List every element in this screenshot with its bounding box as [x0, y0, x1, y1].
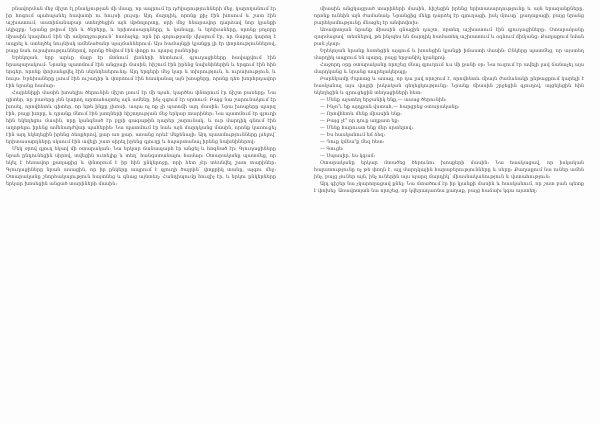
dialogue-line: — Մենք հարուստ ենք մեր սրտերով։ [320, 125, 414, 131]
dialogue-line: — Մենք այստեղ երջանիկ ենք,— ասաց ծերունին։ [320, 97, 447, 103]
paragraph: Հայրենիքի մասին խոսելիս ծերունին միշտ լռում էր մի պահ, կարծես փնտրում էր ճիշտ բառերը։ Նա գիտեր, որ բառերը չեն կարող արտահայտել այն ամենը, ինչ զգում էր սրտում։ Բայց նա շարունակում էր խոսել, որովհետև գիտեր, որ եթե ինքը չխոսի, ապա ոչ ոք չի պատմի այդ մասին։ Նրա խոսքերը պարզ էին, բայց խորը, և դրանք մնում էին լսողների հիշողության մեջ երկար տարիներ։ Նա պատմում էր գյուղի հին եկեղեցու մասին, որը կանգնած էր բլրի գագաթին դարեր շարունակ, և ուր մարդիկ գնում էին աղոթելու իրենց ամենադժվար պահերին։ Նա պատմում էր նաև այն մարդկանց մասին, որոնք կառուցել էին այդ եկեղեցին իրենց ձեռքերով, քար առ քար, առանց որևէ մեքենայի։ Այդ պատմությունները լսելով՝ երիտասարդները սկսում էին ավելի շատ սիրել իրենց գյուղը և հպարտանալ իրենց նախնիներով։ [6, 90, 276, 145]
paragraph: միասին անցկացրած տարիների մասին, հիշեցին իրենց երիտասարդությունը և այն երազանքները, որոնք ունեին այն ժամանակ։ Նրանցից մեկը դարձել էր գյուղացի, իսկ մյուսը՝ քաղաքացի, բայց նրանց բարեկամությունը մնացել էր անփոփոխ։ [314, 6, 584, 26]
paragraph: բնավորման մեջ միշտ էլ բնակչության մի մասը, որ ապրում էր դժվարությունների մեջ, կարողանում էր իր հոգում պահպանել հավատի ու հույսի լույսը։ Այդ մարդիկ, որոնք քիչ էին խոսում և շատ էին աշխատում, աստիճանաբար ստեղծեցին այն մթնոլորտը, որի մեջ հնարավոր դարձավ նոր կյանքի սկիզբը։ Նրանց թվում էին և ծերերը, և երիտասարդները, և կանայք, և երեխաները, որոնք բոլորը միասին կազմում էին մի ամբողջություն՝ համայնք, որն իր գոյությամբ վկայում էր, որ մարդը կարող է ապրել և ստեղծել նույնիսկ ամենածանր պայմաններում։ Այս համայնքի կյանքը լի էր փորձություններով, բայց նաև ուրախություններով, որոնք ծնվում էին փոքր ու պարզ բաներից։ [6, 6, 276, 54]
paragraph: Այդ գիշեր նա չկարողացավ քնել։ Նա մտածում էր իր կյանքի մասին և հասկանում, որ շատ բան պետք է փոխել։ Առավոտյան նա որոշեց, որ կվերադառնա քաղաք, բայց հաճախ կգա այստեղ։ [314, 181, 584, 194]
left-column [6, 6, 276, 420]
dialogue-line: — Ես հասկանում եմ ձեզ։ [320, 132, 386, 138]
dialogue-line: — Գուցե։ [320, 146, 344, 152]
dialogue-line: — Դուք կմնա՞ք մեզ հետ։ [320, 139, 385, 145]
paragraph: Առավոտյան նրանք միասին գնացին դաշտ, որտեղ աշխատում էին գյուղացիները։ Օտարականը զարմացավ՝ տեսնելով, թե ինչպես են մարդիկ համատեղ աշխատում և օգնում միմյանց։ Քաղաքում նման բան չկար։ [314, 27, 584, 47]
paragraph: Հաջորդ օրը օտարականը որոշեց մնալ գյուղում ևս մի քանի օր։ Նա ուզում էր ավելի լավ ճանաչել այս մարդկանց և նրանց ապրելակերպը։ [314, 62, 584, 75]
paragraph: Մեկ օրով գյուղ եկավ մի օտարական։ Նա երկար ճանապարհ էր անցել և հոգնած էր։ Գյուղացիները նրան ընդունեցին սիրով, տվեցին ուտելիք և տեղ՝ հանգստանալու համար։ Օտարականը պատմեց, որ եկել է հեռավոր քաղաքից և փնտրում է իր հին ընկերոջը, որի հետ չէր տեսնվել շատ տարիներ։ Գյուղացիները նրան ասացին, որ իր ընկերը ապրում է գյուղի ծայրին՝ փոքրիկ տանը, այգու մեջ։ Օտարականը շնորհակալություն հայտնեց և գնաց այնտեղ։ Հանդիպումը հուզիչ էր, և երկու ընկերները երկար խոսեցին անցած տարիների մասին։ [6, 146, 276, 187]
dialogue-line: — Որովհետև մենք միասին ենք։ [320, 111, 402, 117]
paragraph: Երեկոյան նրանք նստեցին այգում և խոսեցին կյանքի իմաստի մասին։ Ընկերը պատմեց, որ այստեղ մարդիկ ապրում են պարզ, բայց երջանիկ կյանքով։ [314, 48, 584, 61]
paragraph: Օտարականը երկար մտածեց ծերունու խոսքերի մասին։ Նա հասկացավ, որ իսկական հարստությունը ոչ թե փողն է, այլ մարդկային հարաբերությունները և սերը։ Քաղաքում նա ուներ ամեն ինչ, բայց չուներ այն, ինչ ուներին այս պարզ մարդիկ՝ միասնականություն և վստահություն։ [314, 160, 584, 180]
right-column [314, 6, 584, 420]
paragraph: Երեկոյան, երբ արևը մայր էր մտնում լեռների հետևում, գյուղացիները հավաքվում էին հրապարակում։ Նրանք պատմում էին անցյալի մասին, հիշում էին իրենց նախնիներին և երգում էին հին երգեր, որոնք փոխանցվել էին սերնդեսերունդ։ Այդ երգերի մեջ կար և տխրություն, և ուրախություն, և հույս։ Երեխաները լսում էին ուշադիր և փորձում էին հասկանալ այն խոսքերը, որոնք դեռ խորհրդավոր էին նրանց համար։ [6, 55, 276, 89]
dialogue-line: — Ինչո՞ւ եք այդքան վստահ,— հարցրեց օտարականը։ [320, 104, 460, 110]
paragraph: Բարեկամը ժպտաց և ասաց, որ դա լավ որոշում է, որովհետև միայն ժամանակի ընթացքում կարելի է հասկանալ այս վայրի իսկական գեղեցկությունը։ Նրանք միասին շրջեցին գյուղով, այցելեցին հին եկեղեցին և զրուցեցին տեղացիների հետ։ [314, 76, 584, 96]
dialogue-line: — Սպասիր, ես կգամ։ [320, 153, 376, 159]
dialogue-line: — Բայց չէ՞ որ դուք աղքատ եք։ [320, 118, 400, 124]
